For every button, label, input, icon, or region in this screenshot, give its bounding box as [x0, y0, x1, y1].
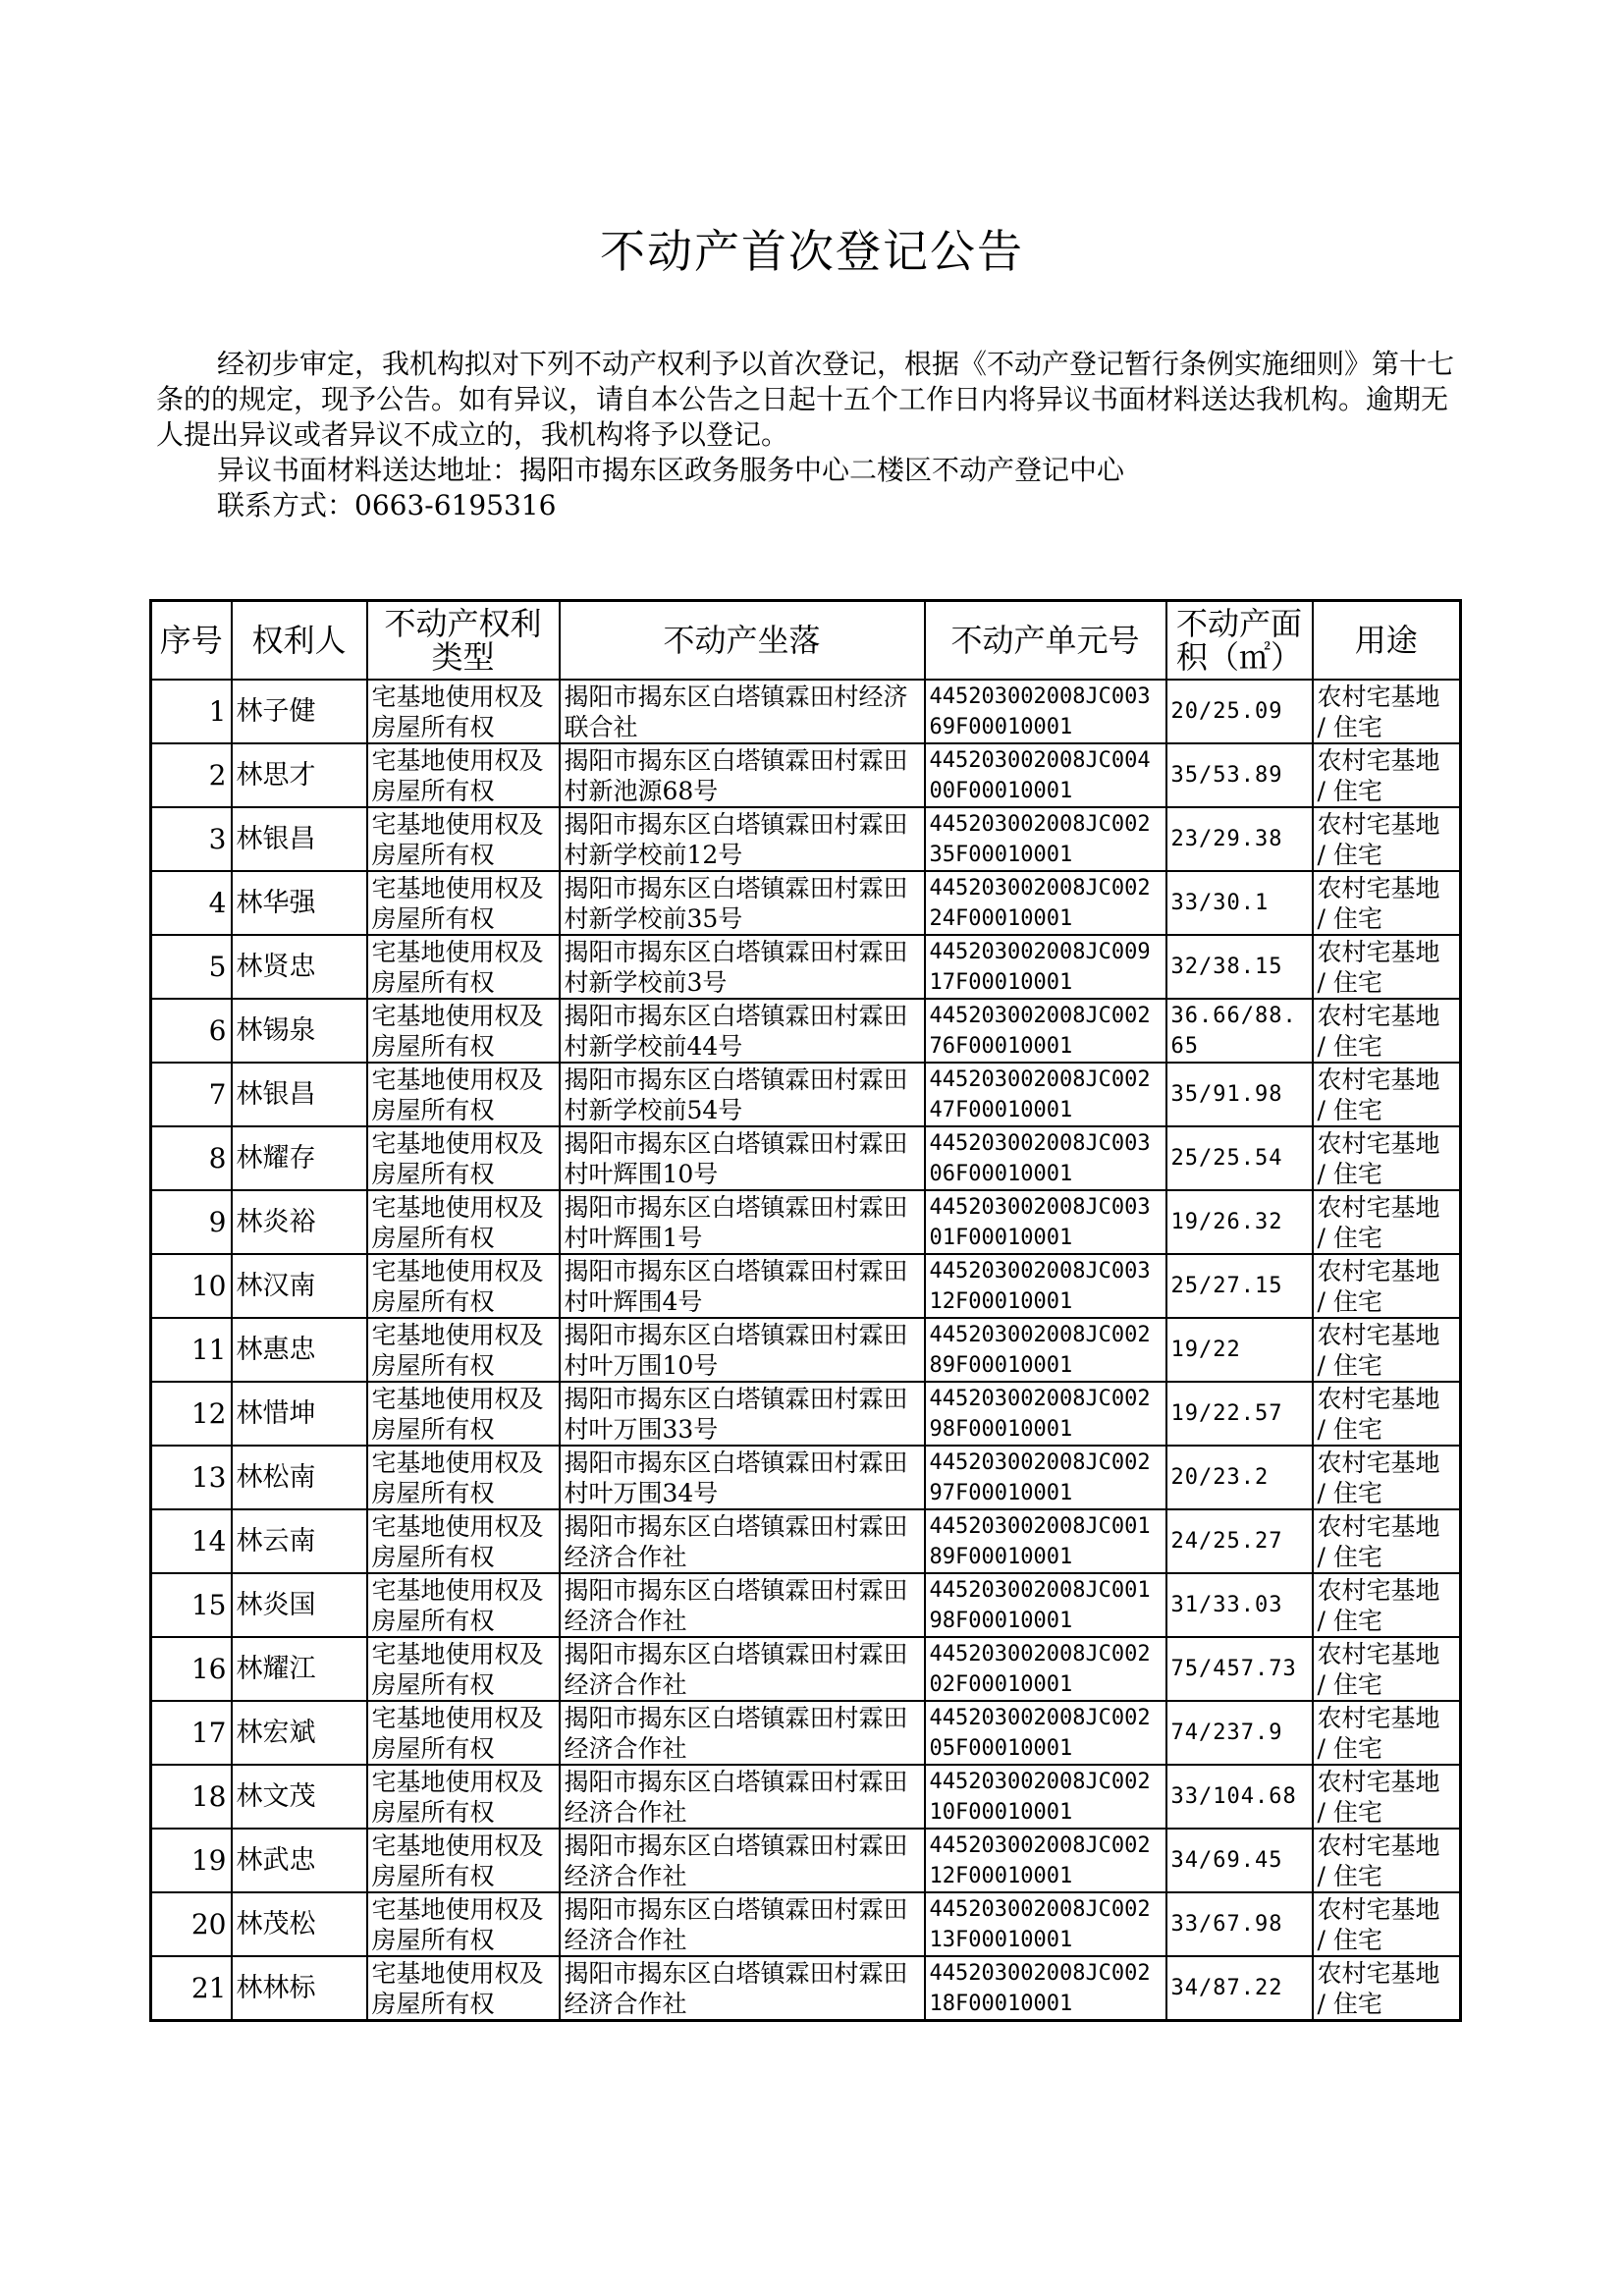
header-use: 用途 — [1313, 601, 1461, 681]
cell-unit: 445203002008JC00218F00010001 — [925, 1956, 1166, 2021]
cell-owner: 林文茂 — [232, 1765, 367, 1829]
cell-location: 揭阳市揭东区白塔镇霖田村霖田经济合作社 — [560, 1829, 925, 1892]
cell-area: 20/23.2 — [1166, 1446, 1313, 1509]
cell-unit: 445203002008JC00369F00010001 — [925, 680, 1166, 743]
cell-use: 农村宅基地 / 住宅 — [1313, 1637, 1461, 1701]
cell-location: 揭阳市揭东区白塔镇霖田村霖田村新学校前12号 — [560, 807, 925, 871]
cell-use: 农村宅基地 / 住宅 — [1313, 807, 1461, 871]
table-row — [151, 1637, 1461, 1701]
cell-seq: 6 — [151, 999, 232, 1063]
cell-unit: 445203002008JC00247F00010001 — [925, 1063, 1166, 1126]
cell-owner: 林子健 — [232, 680, 367, 743]
cell-use: 农村宅基地 / 住宅 — [1313, 1190, 1461, 1254]
cell-area: 33/104.68 — [1166, 1765, 1313, 1829]
table-row — [151, 1190, 1461, 1254]
cell-type: 宅基地使用权及房屋所有权 — [367, 1446, 560, 1509]
cell-area: 75/457.73 — [1166, 1637, 1313, 1701]
cell-use: 农村宅基地 / 住宅 — [1313, 999, 1461, 1063]
cell-location: 揭阳市揭东区白塔镇霖田村霖田经济合作社 — [560, 1509, 925, 1573]
cell-unit: 445203002008JC00306F00010001 — [925, 1126, 1166, 1190]
cell-use: 农村宅基地 / 住宅 — [1313, 1701, 1461, 1765]
cell-use: 农村宅基地 / 住宅 — [1313, 1063, 1461, 1126]
cell-location: 揭阳市揭东区白塔镇霖田村霖田村新学校前3号 — [560, 935, 925, 999]
cell-location: 揭阳市揭东区白塔镇霖田村霖田经济合作社 — [560, 1956, 925, 2021]
cell-unit: 445203002008JC00301F00010001 — [925, 1190, 1166, 1254]
cell-type: 宅基地使用权及房屋所有权 — [367, 1701, 560, 1765]
registration-table — [149, 599, 1462, 2022]
cell-owner: 林武忠 — [232, 1829, 367, 1892]
intro-paragraph: 经初步审定，我机构拟对下列不动产权利予以首次登记，根据《不动产登记暂行条例实施细则》第十七条的的规定，现予公告。如有异议，请自本公告之日起十五个工作日内将异议书面材料送达我机构。逾期无人提出异议或者异议不成立的，我机构将予以登记。 — [156, 348, 1455, 451]
cell-unit: 445203002008JC00235F00010001 — [925, 807, 1166, 871]
cell-use: 农村宅基地 / 住宅 — [1313, 743, 1461, 807]
cell-use: 农村宅基地 / 住宅 — [1313, 1892, 1461, 1956]
cell-area: 25/27.15 — [1166, 1254, 1313, 1318]
table-row — [151, 999, 1461, 1063]
cell-unit: 445203002008JC00213F00010001 — [925, 1892, 1166, 1956]
cell-seq: 8 — [151, 1126, 232, 1190]
table-body — [151, 680, 1461, 2021]
cell-owner: 林思才 — [232, 743, 367, 807]
cell-area: 31/33.03 — [1166, 1573, 1313, 1637]
cell-unit: 445203002008JC00298F00010001 — [925, 1382, 1166, 1446]
table-row — [151, 680, 1461, 743]
cell-use: 农村宅基地 / 住宅 — [1313, 935, 1461, 999]
cell-location: 揭阳市揭东区白塔镇霖田村霖田村叶万围10号 — [560, 1318, 925, 1382]
cell-unit: 445203002008JC00289F00010001 — [925, 1318, 1166, 1382]
cell-area: 19/22 — [1166, 1318, 1313, 1382]
cell-use: 农村宅基地 / 住宅 — [1313, 1446, 1461, 1509]
cell-owner: 林银昌 — [232, 807, 367, 871]
cell-type: 宅基地使用权及房屋所有权 — [367, 1382, 560, 1446]
table-row — [151, 935, 1461, 999]
table-row — [151, 1829, 1461, 1892]
cell-seq: 21 — [151, 1956, 232, 2021]
table-row — [151, 1509, 1461, 1573]
header-type: 不动产权利类型 — [367, 601, 560, 681]
cell-unit: 445203002008JC00212F00010001 — [925, 1829, 1166, 1892]
cell-seq: 10 — [151, 1254, 232, 1318]
cell-seq: 16 — [151, 1637, 232, 1701]
cell-owner: 林炎裕 — [232, 1190, 367, 1254]
cell-owner: 林惠忠 — [232, 1318, 367, 1382]
table-row — [151, 1254, 1461, 1318]
cell-location: 揭阳市揭东区白塔镇霖田村霖田村新池源68号 — [560, 743, 925, 807]
cell-owner: 林银昌 — [232, 1063, 367, 1126]
table-row — [151, 1765, 1461, 1829]
cell-area: 35/91.98 — [1166, 1063, 1313, 1126]
cell-seq: 4 — [151, 871, 232, 935]
cell-use: 农村宅基地 / 住宅 — [1313, 1254, 1461, 1318]
cell-location: 揭阳市揭东区白塔镇霖田村霖田村叶万围34号 — [560, 1446, 925, 1509]
cell-unit: 445203002008JC00202F00010001 — [925, 1637, 1166, 1701]
cell-use: 农村宅基地 / 住宅 — [1313, 1126, 1461, 1190]
cell-seq: 20 — [151, 1892, 232, 1956]
cell-unit: 445203002008JC00917F00010001 — [925, 935, 1166, 999]
cell-seq: 7 — [151, 1063, 232, 1126]
cell-location: 揭阳市揭东区白塔镇霖田村霖田村叶辉围10号 — [560, 1126, 925, 1190]
cell-use: 农村宅基地 / 住宅 — [1313, 1956, 1461, 2021]
cell-area: 19/26.32 — [1166, 1190, 1313, 1254]
cell-unit: 445203002008JC00312F00010001 — [925, 1254, 1166, 1318]
cell-owner: 林云南 — [232, 1509, 367, 1573]
cell-type: 宅基地使用权及房屋所有权 — [367, 1765, 560, 1829]
cell-type: 宅基地使用权及房屋所有权 — [367, 680, 560, 743]
cell-unit: 445203002008JC00189F00010001 — [925, 1509, 1166, 1573]
cell-type: 宅基地使用权及房屋所有权 — [367, 1509, 560, 1573]
cell-use: 农村宅基地 / 住宅 — [1313, 1765, 1461, 1829]
cell-type: 宅基地使用权及房屋所有权 — [367, 871, 560, 935]
objection-address: 异议书面材料送达地址：揭阳市揭东区政务服务中心二楼区不动产登记中心 — [217, 454, 1125, 486]
cell-type: 宅基地使用权及房屋所有权 — [367, 1637, 560, 1701]
cell-type: 宅基地使用权及房屋所有权 — [367, 1892, 560, 1956]
cell-area: 24/25.27 — [1166, 1509, 1313, 1573]
cell-seq: 12 — [151, 1382, 232, 1446]
cell-owner: 林林标 — [232, 1956, 367, 2021]
cell-unit: 445203002008JC00276F00010001 — [925, 999, 1166, 1063]
table-row — [151, 1956, 1461, 2021]
cell-seq: 13 — [151, 1446, 232, 1509]
cell-location: 揭阳市揭东区白塔镇霖田村霖田经济合作社 — [560, 1573, 925, 1637]
cell-type: 宅基地使用权及房屋所有权 — [367, 1063, 560, 1126]
cell-location: 揭阳市揭东区白塔镇霖田村霖田经济合作社 — [560, 1637, 925, 1701]
cell-location: 揭阳市揭东区白塔镇霖田村霖田村新学校前44号 — [560, 999, 925, 1063]
cell-owner: 林松南 — [232, 1446, 367, 1509]
cell-location: 揭阳市揭东区白塔镇霖田村霖田村叶万围33号 — [560, 1382, 925, 1446]
cell-type: 宅基地使用权及房屋所有权 — [367, 1956, 560, 2021]
cell-seq: 9 — [151, 1190, 232, 1254]
cell-owner: 林贤忠 — [232, 935, 367, 999]
table-row — [151, 1892, 1461, 1956]
cell-type: 宅基地使用权及房屋所有权 — [367, 743, 560, 807]
cell-seq: 14 — [151, 1509, 232, 1573]
cell-area: 34/69.45 — [1166, 1829, 1313, 1892]
table-row — [151, 807, 1461, 871]
table-row — [151, 743, 1461, 807]
cell-seq: 2 — [151, 743, 232, 807]
cell-location: 揭阳市揭东区白塔镇霖田村霖田村叶辉围1号 — [560, 1190, 925, 1254]
cell-area: 33/67.98 — [1166, 1892, 1313, 1956]
cell-area: 32/38.15 — [1166, 935, 1313, 999]
cell-owner: 林惜坤 — [232, 1382, 367, 1446]
cell-unit: 445203002008JC00400F00010001 — [925, 743, 1166, 807]
cell-location: 揭阳市揭东区白塔镇霖田村霖田经济合作社 — [560, 1765, 925, 1829]
cell-location: 揭阳市揭东区白塔镇霖田村经济联合社 — [560, 680, 925, 743]
cell-seq: 18 — [151, 1765, 232, 1829]
cell-type: 宅基地使用权及房屋所有权 — [367, 1829, 560, 1892]
cell-seq: 3 — [151, 807, 232, 871]
cell-use: 农村宅基地 / 住宅 — [1313, 871, 1461, 935]
cell-type: 宅基地使用权及房屋所有权 — [367, 1126, 560, 1190]
cell-area: 23/29.38 — [1166, 807, 1313, 871]
notice-intro — [156, 347, 1462, 523]
cell-type: 宅基地使用权及房屋所有权 — [367, 935, 560, 999]
table-row — [151, 1446, 1461, 1509]
header-unit: 不动产单元号 — [925, 601, 1166, 681]
cell-seq: 17 — [151, 1701, 232, 1765]
cell-use: 农村宅基地 / 住宅 — [1313, 1509, 1461, 1573]
cell-type: 宅基地使用权及房屋所有权 — [367, 1254, 560, 1318]
cell-area: 19/22.57 — [1166, 1382, 1313, 1446]
cell-area: 20/25.09 — [1166, 680, 1313, 743]
cell-unit: 445203002008JC00224F00010001 — [925, 871, 1166, 935]
cell-use: 农村宅基地 / 住宅 — [1313, 1382, 1461, 1446]
cell-location: 揭阳市揭东区白塔镇霖田村霖田村新学校前35号 — [560, 871, 925, 935]
cell-use: 农村宅基地 / 住宅 — [1313, 1318, 1461, 1382]
table-row — [151, 1573, 1461, 1637]
cell-location: 揭阳市揭东区白塔镇霖田村霖田村叶辉围4号 — [560, 1254, 925, 1318]
table-header-row — [151, 601, 1461, 681]
cell-owner: 林耀存 — [232, 1126, 367, 1190]
cell-unit: 445203002008JC00297F00010001 — [925, 1446, 1166, 1509]
cell-area: 36.66/88.65 — [1166, 999, 1313, 1063]
cell-type: 宅基地使用权及房屋所有权 — [367, 999, 560, 1063]
cell-owner: 林汉南 — [232, 1254, 367, 1318]
cell-owner: 林炎国 — [232, 1573, 367, 1637]
cell-owner: 林茂松 — [232, 1892, 367, 1956]
cell-area: 35/53.89 — [1166, 743, 1313, 807]
cell-use: 农村宅基地 / 住宅 — [1313, 1829, 1461, 1892]
page-title: 不动产首次登记公告 — [600, 225, 1024, 278]
table-row — [151, 871, 1461, 935]
header-area: 不动产面积（㎡） — [1166, 601, 1313, 681]
cell-location: 揭阳市揭东区白塔镇霖田村霖田经济合作社 — [560, 1892, 925, 1956]
cell-type: 宅基地使用权及房屋所有权 — [367, 1573, 560, 1637]
cell-owner: 林锡泉 — [232, 999, 367, 1063]
header-seq: 序号 — [151, 601, 232, 681]
cell-owner: 林耀江 — [232, 1637, 367, 1701]
table-row — [151, 1126, 1461, 1190]
cell-type: 宅基地使用权及房屋所有权 — [367, 1318, 560, 1382]
cell-area: 34/87.22 — [1166, 1956, 1313, 2021]
cell-unit: 445203002008JC00198F00010001 — [925, 1573, 1166, 1637]
cell-owner: 林宏斌 — [232, 1701, 367, 1765]
cell-use: 农村宅基地 / 住宅 — [1313, 1573, 1461, 1637]
table-row — [151, 1701, 1461, 1765]
cell-type: 宅基地使用权及房屋所有权 — [367, 807, 560, 871]
cell-area: 74/237.9 — [1166, 1701, 1313, 1765]
cell-unit: 445203002008JC00210F00010001 — [925, 1765, 1166, 1829]
cell-location: 揭阳市揭东区白塔镇霖田村霖田经济合作社 — [560, 1701, 925, 1765]
contact-info: 联系方式：0663-6195316 — [217, 489, 557, 521]
cell-seq: 5 — [151, 935, 232, 999]
cell-seq: 19 — [151, 1829, 232, 1892]
cell-location: 揭阳市揭东区白塔镇霖田村霖田村新学校前54号 — [560, 1063, 925, 1126]
cell-unit: 445203002008JC00205F00010001 — [925, 1701, 1166, 1765]
cell-type: 宅基地使用权及房屋所有权 — [367, 1190, 560, 1254]
cell-area: 33/30.1 — [1166, 871, 1313, 935]
header-location: 不动产坐落 — [560, 601, 925, 681]
cell-seq: 1 — [151, 680, 232, 743]
table-row — [151, 1318, 1461, 1382]
cell-area: 25/25.54 — [1166, 1126, 1313, 1190]
table-row — [151, 1063, 1461, 1126]
cell-use: 农村宅基地 / 住宅 — [1313, 680, 1461, 743]
cell-seq: 11 — [151, 1318, 232, 1382]
cell-seq: 15 — [151, 1573, 232, 1637]
table-row — [151, 1382, 1461, 1446]
cell-owner: 林华强 — [232, 871, 367, 935]
header-owner: 权利人 — [232, 601, 367, 681]
